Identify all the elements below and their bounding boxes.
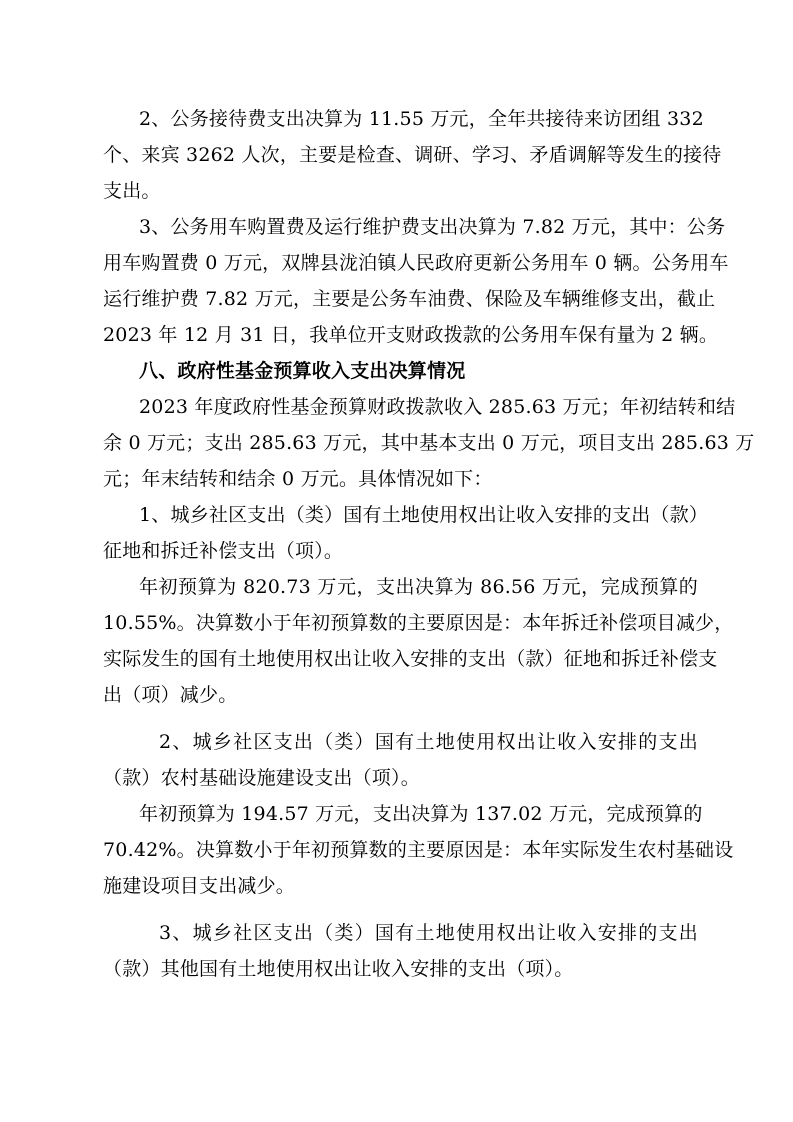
item-1-detail-line-3: 实际发生的国有土地使用权出让收入安排的支出（款）征地和拆迁补偿支 (103, 648, 718, 670)
item-1-title-line-2: 征地和拆迁补偿支出（项）。 (103, 540, 344, 562)
paragraph-vehicle-line-3: 运行维护费 7.82 万元，主要是公务车油费、保险及车辆维修支出，截止 (103, 288, 716, 310)
item-2-title-line-1: 2、城乡社区支出（类）国有土地使用权出让收入安排的支出 (159, 731, 698, 753)
paragraph-reception-line-3: 支出。 (103, 180, 161, 202)
item-3-title-line-1: 3、城乡社区支出（类）国有土地使用权出让收入安排的支出 (159, 922, 698, 944)
section-heading-fund-budget: 八、政府性基金预算收入支出决算情况 (139, 360, 466, 382)
item-2-title-line-2: （款）农村基础设施建设支出（项）。 (103, 767, 420, 789)
paragraph-fund-summary-line-1: 2023 年度政府性基金预算财政拨款收入 285.63 万元；年初结转和结 (139, 396, 736, 418)
item-2-detail-line-2: 70.42%。决算数小于年初预算数的主要原因是：本年实际发生农村基础设 (103, 839, 734, 861)
paragraph-reception-line-2: 个、来宾 3262 人次，主要是检查、调研、学习、矛盾调解等发生的接待 (103, 144, 722, 166)
paragraph-vehicle-line-4: 2023 年 12 月 31 日，我单位开支财政拨款的公务用车保有量为 2 辆。 (103, 324, 719, 346)
item-1-detail-line-1: 年初预算为 820.73 万元，支出决算为 86.56 万元，完成预算的 (139, 576, 698, 598)
item-2-detail-line-3: 施建设项目支出减少。 (103, 875, 296, 897)
item-1-detail-line-2: 10.55%。决算数小于年初预算数的主要原因是：本年拆迁补偿项目减少， (103, 612, 734, 634)
paragraph-vehicle-line-1: 3、公务用车购置费及运行维护费支出决算为 7.82 万元，其中：公务 (139, 216, 726, 238)
paragraph-fund-summary-line-3: 元；年末结转和结余 0 万元。具体情况如下： (103, 468, 493, 490)
item-2-detail-line-1: 年初预算为 194.57 万元，支出决算为 137.02 万元，完成预算的 (139, 803, 703, 825)
paragraph-fund-summary-line-2: 余 0 万元；支出 285.63 万元，其中基本支出 0 万元，项目支出 285.63 万 (103, 432, 755, 454)
item-1-detail-line-4: 出（项）减少。 (103, 684, 238, 706)
paragraph-reception-line-1: 2、公务接待费支出决算为 11.55 万元，全年共接待来访团组 332 (139, 108, 704, 130)
paragraph-vehicle-line-2: 用车购置费 0 万元，双牌县泷泊镇人民政府更新公务用车 0 辆。公务用车 (103, 252, 729, 274)
item-1-title-line-1: 1、城乡社区支出（类）国有土地使用权出让收入安排的支出（款） (139, 504, 709, 526)
item-3-title-line-2: （款）其他国有土地使用权出让收入安排的支出（项）。 (103, 958, 574, 980)
